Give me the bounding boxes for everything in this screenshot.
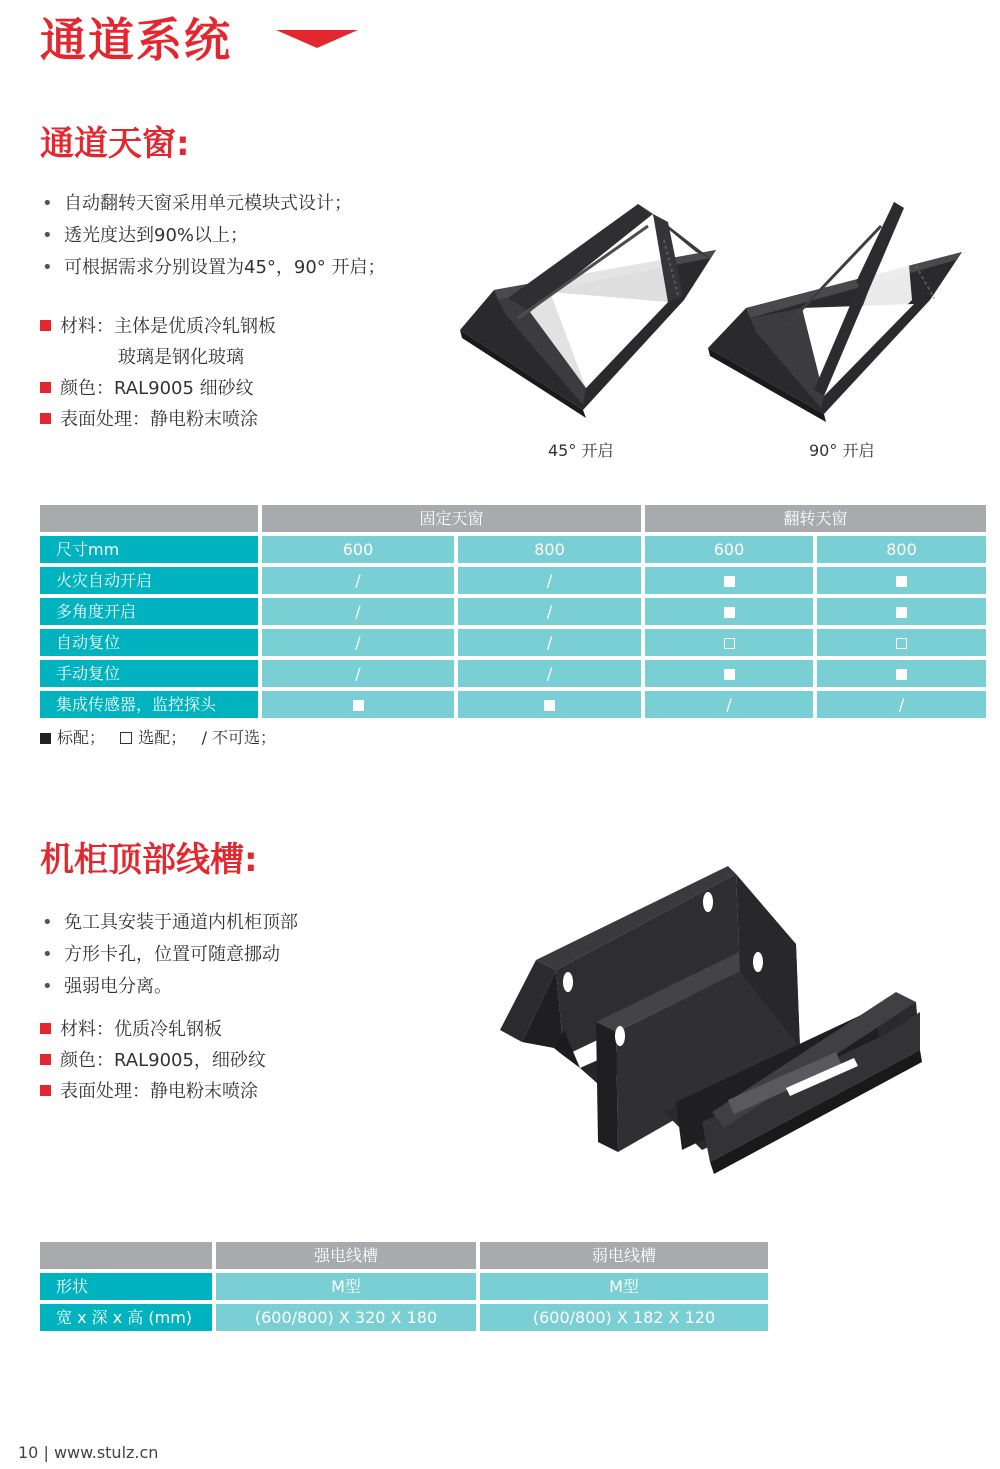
footer-separator: | <box>43 1443 49 1462</box>
table-cell: 600 <box>645 536 813 563</box>
not-available-mark: / <box>726 695 732 714</box>
red-square-icon <box>40 320 51 331</box>
tray-feature-list <box>42 907 298 1003</box>
page-title: 通道系统 <box>40 13 232 67</box>
table-cell <box>645 598 813 625</box>
page-number: 10 <box>18 1443 39 1462</box>
red-square-icon <box>40 1085 51 1096</box>
table-cell: 600 <box>262 536 454 563</box>
table-corner-cell <box>40 1242 212 1269</box>
table-row <box>40 691 986 718</box>
row-label: 多角度开启 <box>40 598 258 625</box>
row-label: 宽 x 深 x 高 (mm) <box>40 1304 212 1331</box>
table-row <box>40 567 986 594</box>
caption-90-open: 90° 开启 <box>809 441 875 460</box>
group-header-power: 强电线槽 <box>216 1242 476 1269</box>
table-row <box>40 1273 768 1300</box>
row-label: 尺寸mm <box>40 536 258 563</box>
standard-mark-icon <box>896 607 907 618</box>
not-available-mark: / <box>546 633 553 652</box>
spec-material: 材料：主体是优质冷轧钢板 <box>40 311 276 342</box>
feature-item: • 方形卡孔，位置可随意挪动 <box>42 944 280 965</box>
skylight-spec-table <box>36 501 990 722</box>
table-cell: M型 <box>216 1273 476 1300</box>
skylight-90-image <box>706 196 966 422</box>
table-cell <box>458 567 641 594</box>
table-cell: (600/800) X 182 X 120 <box>480 1304 768 1331</box>
table-row <box>40 536 986 563</box>
not-available-mark: / <box>355 571 361 590</box>
table-cell <box>458 629 641 656</box>
table-legend: 标配； 选配； / 不可选； <box>40 725 276 748</box>
feature-item: • 透光度达到90%以上； <box>42 225 249 246</box>
table-cell <box>262 567 454 594</box>
table-cell <box>262 691 454 718</box>
table-cell <box>262 598 454 625</box>
website-link[interactable]: www.stulz.cn <box>53 1443 159 1462</box>
table-cell <box>645 660 813 687</box>
standard-mark-icon <box>544 700 555 711</box>
spec-color: 颜色：RAL9005 细砂纹 <box>40 373 276 404</box>
spec-color: 颜色：RAL9005，细砂纹 <box>40 1045 266 1076</box>
table-cell: (600/800) X 320 X 180 <box>216 1304 476 1331</box>
row-label: 火灾自动开启 <box>40 567 258 594</box>
table-cell <box>262 629 454 656</box>
red-square-icon <box>40 1054 51 1065</box>
solid-square-icon <box>40 733 51 744</box>
table-header-row <box>40 505 986 532</box>
table-cell <box>817 660 986 687</box>
feature-item: • 自动翻转天窗采用单元模块式设计； <box>42 193 352 214</box>
skylight-spec-list <box>40 311 276 435</box>
table-cell: M型 <box>480 1273 768 1300</box>
spec-material-continued: 玻璃是钢化玻璃 <box>118 347 244 368</box>
not-available-mark: / <box>355 664 361 683</box>
row-label: 手动复位 <box>40 660 258 687</box>
open-square-icon <box>120 732 132 744</box>
red-square-icon <box>40 1023 51 1034</box>
table-cell <box>817 629 986 656</box>
group-header-fixed: 固定天窗 <box>262 505 641 532</box>
table-cell <box>458 691 641 718</box>
skylight-45-image <box>458 200 720 420</box>
standard-mark-icon <box>353 700 364 711</box>
table-corner-cell <box>40 505 258 532</box>
table-header-row <box>40 1242 768 1269</box>
not-available-mark: / <box>546 571 553 590</box>
table-cell <box>645 567 813 594</box>
not-available-mark: / <box>355 602 361 621</box>
optional-mark-icon <box>724 638 735 649</box>
table-cell <box>817 598 986 625</box>
not-available-mark: / <box>546 664 553 683</box>
table-cell <box>817 691 986 718</box>
tray-spec-table <box>36 1238 772 1335</box>
row-label: 集成传感器，监控探头 <box>40 691 258 718</box>
skylight-feature-list <box>42 188 386 284</box>
table-row <box>40 660 986 687</box>
table-cell <box>645 691 813 718</box>
table-row <box>40 598 986 625</box>
section-heading-cable-tray: 机柜顶部线槽: <box>40 840 258 880</box>
row-label: 形状 <box>40 1273 212 1300</box>
red-square-icon <box>40 413 51 424</box>
table-cell: 800 <box>458 536 641 563</box>
group-header-flip: 翻转天窗 <box>645 505 986 532</box>
table-cell <box>458 598 641 625</box>
table-row <box>40 629 986 656</box>
group-header-data: 弱电线槽 <box>480 1242 768 1269</box>
table-cell <box>817 567 986 594</box>
not-available-mark: / <box>546 602 553 621</box>
not-available-mark: / <box>355 633 361 652</box>
red-square-icon <box>40 382 51 393</box>
caption-45-open: 45° 开启 <box>548 441 614 460</box>
section-heading-skylight: 通道天窗: <box>40 124 190 164</box>
feature-item: • 可根据需求分别设置为45°，90° 开启； <box>42 257 386 278</box>
table-row <box>40 1304 768 1331</box>
not-available-mark: / <box>898 695 905 714</box>
feature-item: • 强弱电分离。 <box>42 976 172 997</box>
optional-mark-icon <box>896 638 907 649</box>
page-footer <box>18 1443 158 1462</box>
spec-finish: 表面处理：静电粉末喷涂 <box>40 404 276 435</box>
row-label: 自动复位 <box>40 629 258 656</box>
feature-item: • 免工具安装于通道内机柜顶部 <box>42 912 298 933</box>
standard-mark-icon <box>724 669 735 680</box>
standard-mark-icon <box>896 576 907 587</box>
cable-tray-image <box>496 852 936 1188</box>
table-cell <box>262 660 454 687</box>
title-arrow-icon <box>276 30 358 48</box>
standard-mark-icon <box>724 607 735 618</box>
table-cell <box>645 629 813 656</box>
spec-finish: 表面处理：静电粉末喷涂 <box>40 1076 266 1107</box>
table-cell <box>458 660 641 687</box>
standard-mark-icon <box>724 576 735 587</box>
standard-mark-icon <box>896 669 907 680</box>
table-cell: 800 <box>817 536 986 563</box>
tray-spec-list <box>40 1014 266 1107</box>
spec-material: 材料：优质冷轧钢板 <box>40 1014 266 1045</box>
